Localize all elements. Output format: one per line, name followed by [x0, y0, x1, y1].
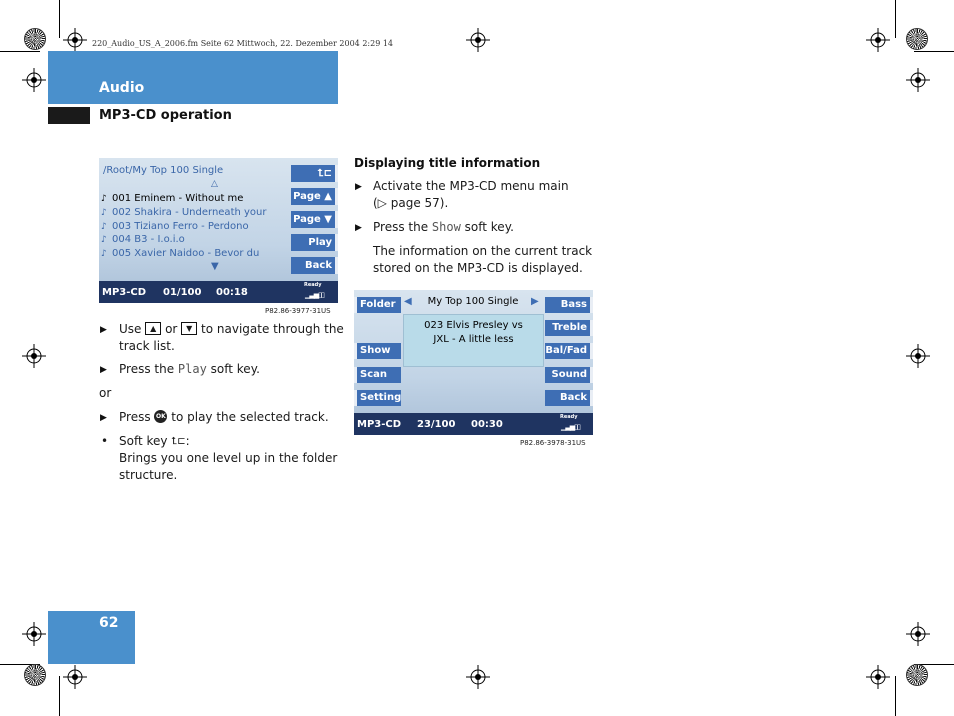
- status-mode: MP3-CD: [102, 287, 147, 298]
- scan-button[interactable]: Scan: [354, 367, 401, 383]
- title-info-line: 023 Elvis Presley vs: [424, 320, 523, 331]
- registration-mark-icon: [22, 68, 46, 92]
- back-button[interactable]: Back: [545, 390, 593, 406]
- list-item[interactable]: ♪ 004 B3 - I.o.i.o: [101, 234, 185, 245]
- bullet-arrow-icon: ▶: [100, 413, 107, 423]
- instruction-press-ok: Press OK to play the selected track.: [119, 410, 329, 424]
- folder-button[interactable]: Folder: [354, 297, 401, 313]
- crop-mark: [0, 51, 40, 52]
- play-button[interactable]: Play: [291, 234, 338, 251]
- or-text: or: [99, 386, 112, 400]
- ready-indicator: Ready: [304, 282, 322, 288]
- scroll-up-indicator: △: [211, 179, 218, 189]
- music-note-icon: ♪: [101, 222, 107, 232]
- list-item[interactable]: ♪ 003 Tiziano Ferro - Perdono: [101, 221, 249, 232]
- registration-mark-icon: [466, 665, 490, 689]
- page-number: 62: [99, 615, 119, 631]
- result-text: The information on the current track stored on the MP3-CD is displayed.: [373, 244, 593, 275]
- registration-mark-icon: [866, 665, 890, 689]
- next-arrow-icon[interactable]: ▶: [531, 296, 539, 307]
- track-list-screen: [99, 158, 338, 303]
- crop-mark: [895, 676, 896, 716]
- crop-mark: [895, 0, 896, 38]
- registration-mark-icon: [866, 28, 890, 52]
- color-rosette-icon: [906, 28, 928, 50]
- list-item[interactable]: ♪ 005 Xavier Naidoo - Bevor du: [101, 248, 260, 259]
- folder-up-button[interactable]: ⮤⊏: [291, 165, 338, 182]
- registration-mark-icon: [906, 344, 930, 368]
- sound-button[interactable]: Sound: [545, 367, 593, 383]
- registration-mark-icon: [906, 68, 930, 92]
- bullet-arrow-icon: ▶: [355, 223, 362, 233]
- registration-mark-icon: [22, 344, 46, 368]
- scroll-down-indicator: ▼: [211, 261, 219, 272]
- title-info-box: [403, 314, 544, 367]
- title-info-line: JXL - A little less: [433, 334, 514, 345]
- color-rosette-icon: [906, 664, 928, 686]
- folder-path: /Root/My Top 100 Single: [103, 165, 224, 176]
- subsection-title: MP3-CD operation: [99, 108, 232, 123]
- registration-mark-icon: [22, 622, 46, 646]
- title-info-screen: [354, 290, 593, 435]
- status-track: 23/100: [417, 419, 456, 430]
- figure-label: P82.86-3977-31US: [265, 307, 331, 315]
- crop-mark: [59, 676, 60, 716]
- ready-indicator: Ready: [560, 414, 578, 420]
- status-bar: [99, 281, 338, 303]
- color-rosette-icon: [24, 664, 46, 686]
- bass-button[interactable]: Bass: [545, 297, 593, 313]
- music-note-icon: ♪: [101, 194, 107, 204]
- page-up-button[interactable]: Page ▲: [291, 188, 338, 205]
- bullet-arrow-icon: ▶: [355, 182, 362, 192]
- subsection-tab: [48, 107, 90, 124]
- folder-title: My Top 100 Single: [427, 296, 519, 307]
- section-header-bar: [48, 51, 338, 104]
- bullet-arrow-icon: ▶: [100, 325, 107, 335]
- section-title: Audio: [99, 80, 145, 96]
- registration-mark-icon: [906, 622, 930, 646]
- instruction-press-show: Press the Show soft key.: [373, 220, 514, 234]
- softkey-description: Soft key ⮤⊏: Brings you one level up in the folder structure.: [119, 434, 338, 482]
- music-note-icon: ♪: [101, 235, 107, 245]
- figure-label: P82.86-3978-31US: [520, 439, 586, 447]
- show-softkey-text: Show: [431, 220, 461, 234]
- status-mode: MP3-CD: [357, 419, 402, 430]
- bullet-arrow-icon: ▶: [100, 365, 107, 375]
- section-heading: Displaying title information: [354, 156, 541, 170]
- signal-strength-icon: ▁▃▅▯▯: [561, 423, 580, 431]
- previous-arrow-icon[interactable]: ◀: [404, 296, 412, 307]
- status-time: 00:30: [471, 419, 503, 430]
- bullet-dot: •: [101, 434, 109, 448]
- signal-strength-icon: ▁▃▅▯▯: [305, 291, 324, 299]
- registration-mark-icon: [63, 28, 87, 52]
- back-button[interactable]: Back: [291, 257, 338, 274]
- up-key-icon: ▲: [145, 322, 161, 335]
- registration-mark-icon: [63, 665, 87, 689]
- treble-button[interactable]: Treble: [545, 320, 593, 336]
- list-item[interactable]: ♪ 001 Eminem - Without me: [101, 193, 244, 204]
- color-rosette-icon: [24, 28, 46, 50]
- registration-mark-icon: [466, 28, 490, 52]
- setting-button[interactable]: Setting: [354, 390, 401, 406]
- instruction-use: Use ▲ or ▼ to navigate through the track list.: [119, 322, 344, 353]
- crop-mark: [59, 0, 60, 38]
- list-item[interactable]: ♪ 002 Shakira - Underneath your: [101, 207, 267, 218]
- instruction-press-play: Press the Play soft key.: [119, 362, 260, 376]
- music-note-icon: ♪: [101, 249, 107, 259]
- status-track: 01/100: [163, 287, 202, 298]
- print-header-line: 220_Audio_US_A_2006.fm Seite 62 Mittwoch, 22. Dezember 2004 2:29 14: [92, 39, 393, 48]
- page-down-button[interactable]: Page ▼: [291, 211, 338, 228]
- down-key-icon: ▼: [181, 322, 197, 335]
- music-note-icon: ♪: [101, 208, 107, 218]
- play-softkey-text: Play: [177, 362, 207, 376]
- status-bar: [354, 413, 593, 435]
- ok-button-icon: OK: [154, 410, 167, 423]
- bal-fad-button[interactable]: Bal/Fad: [545, 343, 593, 359]
- instruction-activate: Activate the MP3-CD menu main (▷ page 57).: [373, 179, 569, 210]
- crop-mark: [914, 51, 954, 52]
- folder-up-icon: ⮤⊏: [171, 436, 186, 447]
- show-button[interactable]: Show: [354, 343, 401, 359]
- status-time: 00:18: [216, 287, 248, 298]
- page-number-box: [48, 611, 135, 664]
